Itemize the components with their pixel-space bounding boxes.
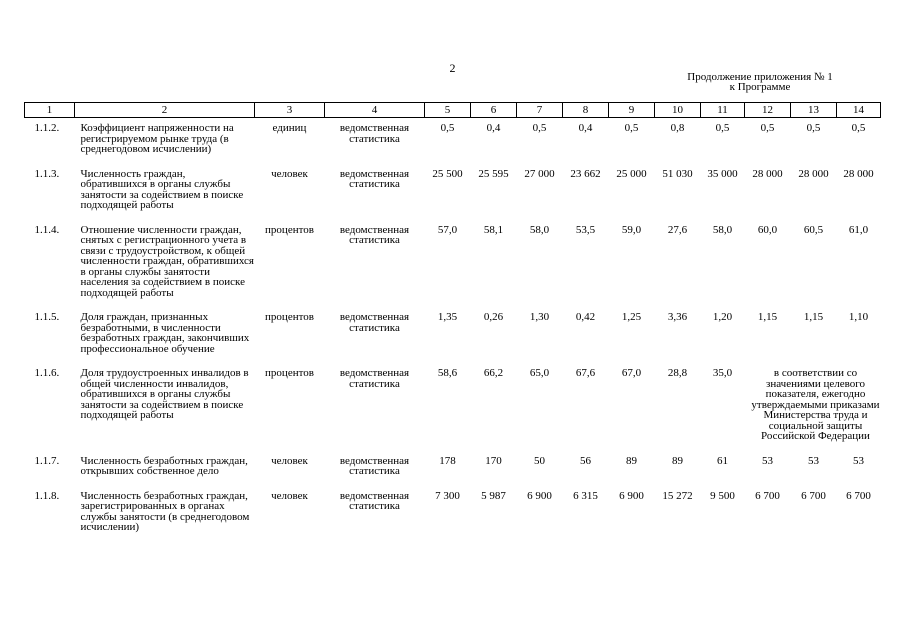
value-cell: 9 500 [710, 489, 735, 502]
header-cell: 11 [701, 103, 745, 118]
header-cell: 14 [837, 103, 881, 118]
value-cell: 25 500 [432, 167, 463, 180]
value-cell: 25 000 [616, 167, 647, 180]
value-cell: 5 987 [481, 489, 506, 502]
value-cell: 1,30 [529, 311, 550, 323]
value-cell: 6 900 [527, 489, 552, 502]
source-cell: ведомственная статистика [339, 223, 410, 246]
table-row [25, 486, 881, 542]
value-cell: 53 [762, 454, 773, 467]
table-row [25, 451, 881, 486]
source-cell: ведомственная статистика [339, 167, 410, 190]
row-number: 1.1.4. [34, 223, 60, 236]
value-cell: 0,4 [486, 122, 501, 134]
value-cell: 28 000 [798, 167, 829, 180]
value-cell: 28,8 [667, 367, 688, 379]
value-cell: 51 030 [662, 167, 693, 180]
value-cell: 0,4 [578, 122, 593, 134]
header-cell: 6 [471, 103, 517, 118]
table-row [25, 118, 881, 164]
continuation-line-1: Продолжение приложения № 1 [687, 71, 833, 83]
header-cell: 10 [655, 103, 701, 118]
value-cell: 58,0 [529, 223, 550, 236]
value-cell: 6 700 [801, 489, 826, 502]
indicator-name: Доля трудоустроенных инвалидов в общей численности инвалидов, обратившихся в органы службы занятости за содействием в поиске подходящей работы [80, 367, 249, 421]
value-cell: 60,0 [757, 223, 778, 236]
unit-cell: человек [271, 489, 308, 502]
value-cell: 23 662 [570, 167, 601, 180]
value-cell: 0,5 [440, 122, 455, 134]
indicator-name: Коэффициент напряженности на регистрируемом рынке труда (в среднегодовом исчислении) [80, 122, 234, 155]
unit-cell: процентов [265, 367, 314, 379]
value-cell: 15 272 [662, 489, 693, 502]
value-cell: 35 000 [707, 167, 738, 180]
continuation-note [655, 72, 865, 92]
source-cell: ведомственная статистика [339, 454, 410, 477]
value-cell: 28 000 [752, 167, 783, 180]
value-cell: 27,6 [667, 223, 688, 236]
value-cell: 59,0 [621, 223, 642, 236]
value-cell: 0,5 [715, 122, 730, 134]
value-cell: 3,36 [667, 311, 688, 323]
header-cell: 3 [255, 103, 325, 118]
value-cell: 56 [580, 454, 591, 467]
indicator-name: Отношение численности граждан, снятых с регистрационного учета в связи с трудоустройством, к общей численности граждан, обратившихся в органы службы занятости населения за содействием в поиске подходящей работы [80, 223, 254, 299]
value-cell: 65,0 [529, 367, 550, 379]
header-cell: 1 [25, 103, 75, 118]
value-cell: 60,5 [803, 223, 824, 236]
row-number: 1.1.8. [34, 489, 60, 502]
unit-cell: процентов [265, 223, 314, 236]
source-cell: ведомственная статистика [339, 367, 410, 390]
table-row [25, 363, 881, 451]
value-cell: 0,8 [670, 122, 685, 134]
unit-cell: единиц [272, 122, 307, 134]
continuation-line-2: к Программе [729, 81, 791, 93]
value-cell: 58,6 [437, 367, 458, 379]
value-cell: 6 315 [573, 489, 598, 502]
value-cell: 66,2 [483, 367, 504, 379]
indicators-table [24, 102, 881, 542]
source-cell: ведомственная статистика [339, 311, 410, 334]
unit-cell: процентов [265, 311, 314, 323]
value-cell: 53,5 [575, 223, 596, 236]
value-cell: 61,0 [848, 223, 869, 236]
value-cell: 58,1 [483, 223, 504, 236]
value-cell: 53 [808, 454, 819, 467]
value-cell: 0,5 [806, 122, 821, 134]
value-cell: 1,15 [803, 311, 824, 323]
value-cell: 0,26 [483, 311, 504, 323]
row-number: 1.1.2. [34, 122, 60, 134]
value-cell: 89 [672, 454, 683, 467]
value-cell: 7 300 [435, 489, 460, 502]
header-cell: 7 [517, 103, 563, 118]
header-cell: 5 [425, 103, 471, 118]
header-cell: 8 [563, 103, 609, 118]
page-number: 2 [449, 61, 456, 75]
value-cell: 89 [626, 454, 637, 467]
source-cell: ведомственная статистика [339, 489, 410, 512]
value-cell: 27 000 [524, 167, 555, 180]
value-cell: 0,5 [532, 122, 547, 134]
indicator-name: Численность граждан, обратившихся в органы службы занятости за содействием в поиске подходящей работы [80, 167, 244, 211]
header-cell: 2 [75, 103, 255, 118]
row-number: 1.1.7. [34, 454, 60, 467]
header-cell: 13 [791, 103, 837, 118]
value-cell: 1,10 [848, 311, 869, 323]
value-cell: 170 [485, 454, 502, 467]
value-cell: 50 [534, 454, 545, 467]
header-cell: 4 [325, 103, 425, 118]
value-cell: 6 700 [755, 489, 780, 502]
indicator-name: Доля граждан, признанных безработными, в численности безработных граждан, закончивших профессиональное обучение [80, 311, 250, 355]
value-cell: 0,5 [851, 122, 866, 134]
value-cell: 25 595 [478, 167, 509, 180]
value-cell: 0,5 [760, 122, 775, 134]
value-cell: 6 900 [619, 489, 644, 502]
value-cell: 1,20 [712, 311, 733, 323]
indicator-name: Численность безработных граждан, открывших собственное дело [80, 454, 248, 477]
value-cell: 57,0 [437, 223, 458, 236]
value-cell: 1,15 [757, 311, 778, 323]
value-cell: 6 700 [846, 489, 871, 502]
value-cell: 35,0 [712, 367, 733, 379]
value-cell: 178 [439, 454, 456, 467]
value-cell: 1,35 [437, 311, 458, 323]
value-cell: 1,25 [621, 311, 642, 323]
value-cell: 0,42 [575, 311, 596, 323]
value-cell: 61 [717, 454, 728, 467]
value-cell: 53 [853, 454, 864, 467]
row-number: 1.1.6. [34, 367, 60, 379]
table-row [25, 307, 881, 363]
source-cell: ведомственная статистика [339, 122, 410, 145]
row-number: 1.1.5. [34, 311, 60, 323]
header-cell: 9 [609, 103, 655, 118]
value-cell: 67,0 [621, 367, 642, 379]
header-cell: 12 [745, 103, 791, 118]
table-row [25, 220, 881, 308]
value-cell: 28 000 [843, 167, 874, 180]
table-header-row [25, 103, 881, 118]
target-note: в соответствии со значениями целевого показателя, ежегодно утверждаемыми приказами Министерства труда и социальной защиты Российской Федерации [751, 367, 880, 442]
value-cell: 58,0 [712, 223, 733, 236]
unit-cell: человек [271, 167, 308, 180]
value-cell: 67,6 [575, 367, 596, 379]
unit-cell: человек [271, 454, 308, 467]
indicator-name: Численность безработных граждан, зарегистрированных в органах службы занятости (в среднегодовом исчислении) [80, 489, 250, 533]
value-cell: 0,5 [624, 122, 639, 134]
table-row [25, 164, 881, 220]
row-number: 1.1.3. [34, 167, 60, 180]
